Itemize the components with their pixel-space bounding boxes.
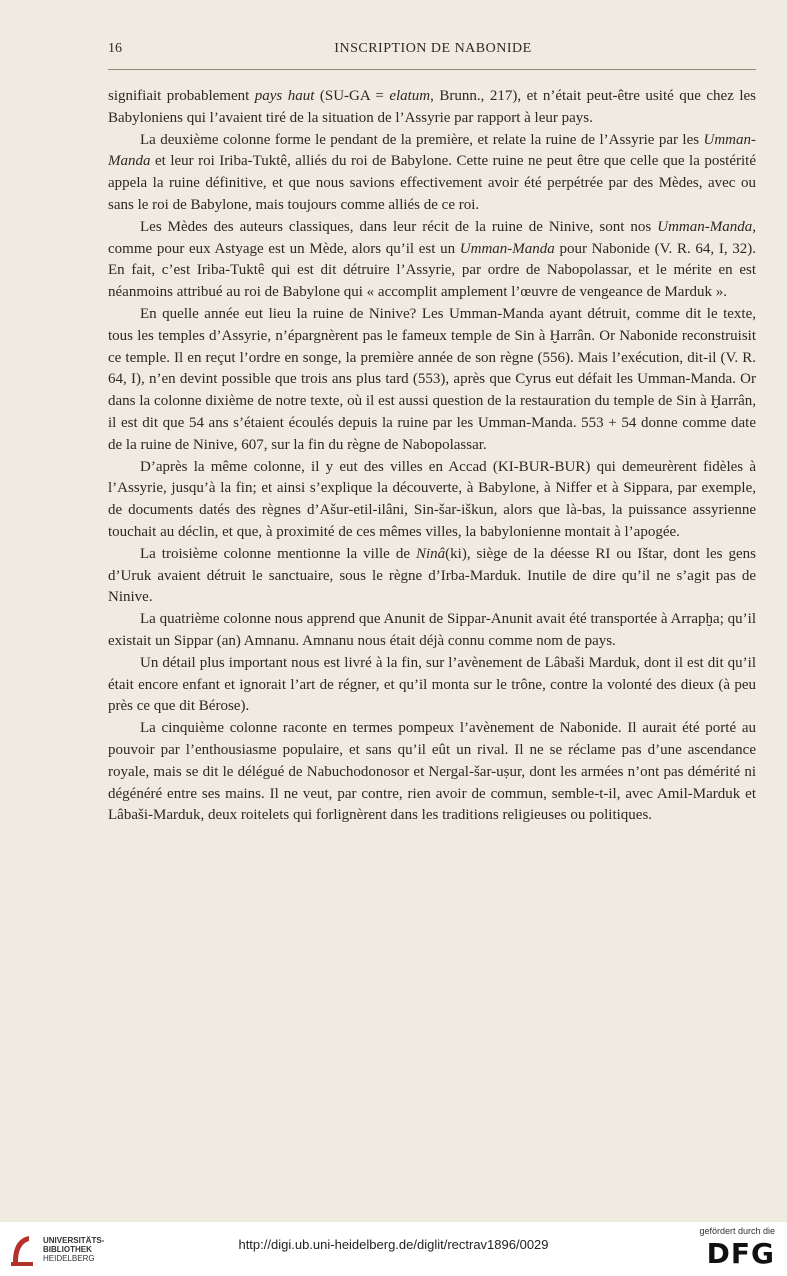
text-run: La quatrième colonne nous apprend que Anunit de Sippar-Anunit avait été transportée à Arrapḫa; qu’il existait un Sippar (an) Amnanu. Amnanu nous était déjà connu comme nom de pays.: [108, 611, 756, 649]
text-run: (SU-GA =: [314, 88, 390, 104]
page-number: 16: [108, 41, 122, 56]
paragraph: [108, 86, 756, 130]
italic-term: elatum: [389, 88, 431, 104]
paragraph: [108, 653, 756, 718]
running-title: INSCRIPTION DE NABONIDE: [334, 41, 532, 56]
text-run: Les Mèdes des auteurs classiques, dans leur récit de la ruine de Ninive, sont nos: [140, 218, 658, 235]
paragraph: [108, 217, 756, 304]
text-run: , Brunn., 217), et n’était peut-être usité que chez les Babyloniens qui l’avaient tiré de la situation de l’Assyrie par rapport à leur pays.: [108, 88, 756, 126]
text-run: D’après la même colonne, il y eut des villes en Accad (KI-BUR-BUR) qui demeurèrent fidèles à l’Assyrie, jusqu’à la fin; et ainsi s’explique la découverte, à Babylone, à Niffer et à Sippara, par exemple, de documents datés des règnes d’Ašur-etil-ilâni, Sin-šar-iškun, alors que là-bas, la puissance assyrienne touchait au déclin, et que, à proximité de ces mêmes villes, la babylonienne montait à l’apogée.: [108, 458, 756, 540]
paragraph: [108, 130, 756, 217]
text-run: La troisième colonne mentionne la ville de: [140, 545, 416, 562]
text-run: et leur roi Iriba-Tuktê, alliés du roi de Babylone. Cette ruine ne peut être que celle que la postérité appela la ruine définitive, et que nous savions effectivement avoir été perpétrée par des Mèdes, avec ou sans le roi de Babylone, mais toujours comme alliés de ce roi.: [108, 153, 756, 213]
body-text: [108, 86, 756, 827]
library-line: HEIDELBERG: [43, 1254, 95, 1263]
italic-term: Ninâ: [415, 545, 446, 562]
dfg-logo: DFG: [706, 1237, 775, 1270]
italic-term: Umman-Manda: [108, 131, 756, 170]
library-line: UNIVERSITÄTS-: [43, 1236, 105, 1245]
header-rule: [108, 69, 756, 70]
page-header: [108, 41, 758, 61]
text-run: pour Nabonide (V. R. 64, I, 32). En fait, c’est Iriba-Tuktê qui est dit détruire l’Assyrie, par ordre de Nabopolassar, et le mérite en est néanmoins attribué au roi de Babylone qui « accomplit amplement l’œuvre de vengeance de Marduk ».: [108, 240, 756, 301]
funded-by-label: gefördert durch die: [699, 1226, 775, 1236]
text-run: (ki), siège de la déesse RI ou Ištar, dont les gens d’Uruk avaient détruit le sanctuaire, sous le règne d’Irba-Marduk. Inutile de dire qu’il ne s’agit pas de Ninive.: [108, 545, 756, 606]
paragraph: [108, 609, 756, 653]
text-run: La cinquième colonne raconte en termes pompeux l’avènement de Nabonide. Il aurait été porté au pouvoir par l’enthousiasme populaire, et sans qu’il eût un rival. Il ne se réclame pas d’une ascendance royale, mais se dit le délégué de Nabuchodonosor et Nergal-šar-uṣur, dont les armées n’ont pas démérité ni dégénéré entre ses mains. Il ne veut, par contre, rien avoir de commun, semble-t-il, avec Amil-Marduk et Lâbaši-Marduk, deux roitelets qui forlignèrent dans les traditions religieuses ou politiques.: [108, 720, 756, 824]
paragraph: [108, 544, 756, 609]
paragraph: [108, 304, 756, 457]
text-run: Un détail plus important nous est livré à la fin, sur l’avènement de Lâbaši Marduk, dont il est dit qu’il était encore enfant et ignorait l’art de régner, et qu’il monta sur le trône, contre la volonté des dieux (à peu près ce que dit Bérose).: [108, 654, 756, 715]
italic-term: Umman-Manda: [459, 240, 555, 257]
text-run: La deuxième colonne forme le pendant de la première, et relate la ruine de l’Assyrie par les: [140, 131, 704, 148]
text-run: signifiait probablement: [108, 88, 255, 104]
text-run: En quelle année eut lieu la ruine de Ninive? Les Umman-Manda ayant détruit, comme dit le texte, tous les temples d’Assyrie, n’épargnèrent pas le fameux temple de Sin à Ḫarrân. Or Nabonide reconstruisit ce temple. Il en reçut l’ordre en songe, la première année de son règne (556). Mais l’exécution, dit-il (V. R. 64, I), n’en devint possible que trois ans plus tard (553), après que Cyrus eut défait les Umman-Manda. Or dans la colonne dixième de notre texte, où il est aussi question de la restauration du temple de Sin à Ḫarrân, il est dit que 54 ans s’étaient écoulés depuis la ruine par les Umman-Manda. 553 + 54 donne comme date de la ruine de Ninive, 607, sur la fin du règne de Nabopolassar.: [108, 305, 756, 453]
paragraph: [108, 457, 756, 544]
italic-term: Umman-Manda: [657, 218, 753, 235]
italic-term: pays haut: [254, 88, 315, 104]
text-run: , comme pour eux Astyage est un Mède, alors qu’il est un: [108, 218, 756, 257]
library-line: BIBLIOTHEK: [43, 1245, 92, 1254]
source-url-link[interactable]: http://digi.ub.uni-heidelberg.de/diglit/rectrav1896/0029: [238, 1237, 549, 1252]
paragraph: [108, 718, 756, 827]
